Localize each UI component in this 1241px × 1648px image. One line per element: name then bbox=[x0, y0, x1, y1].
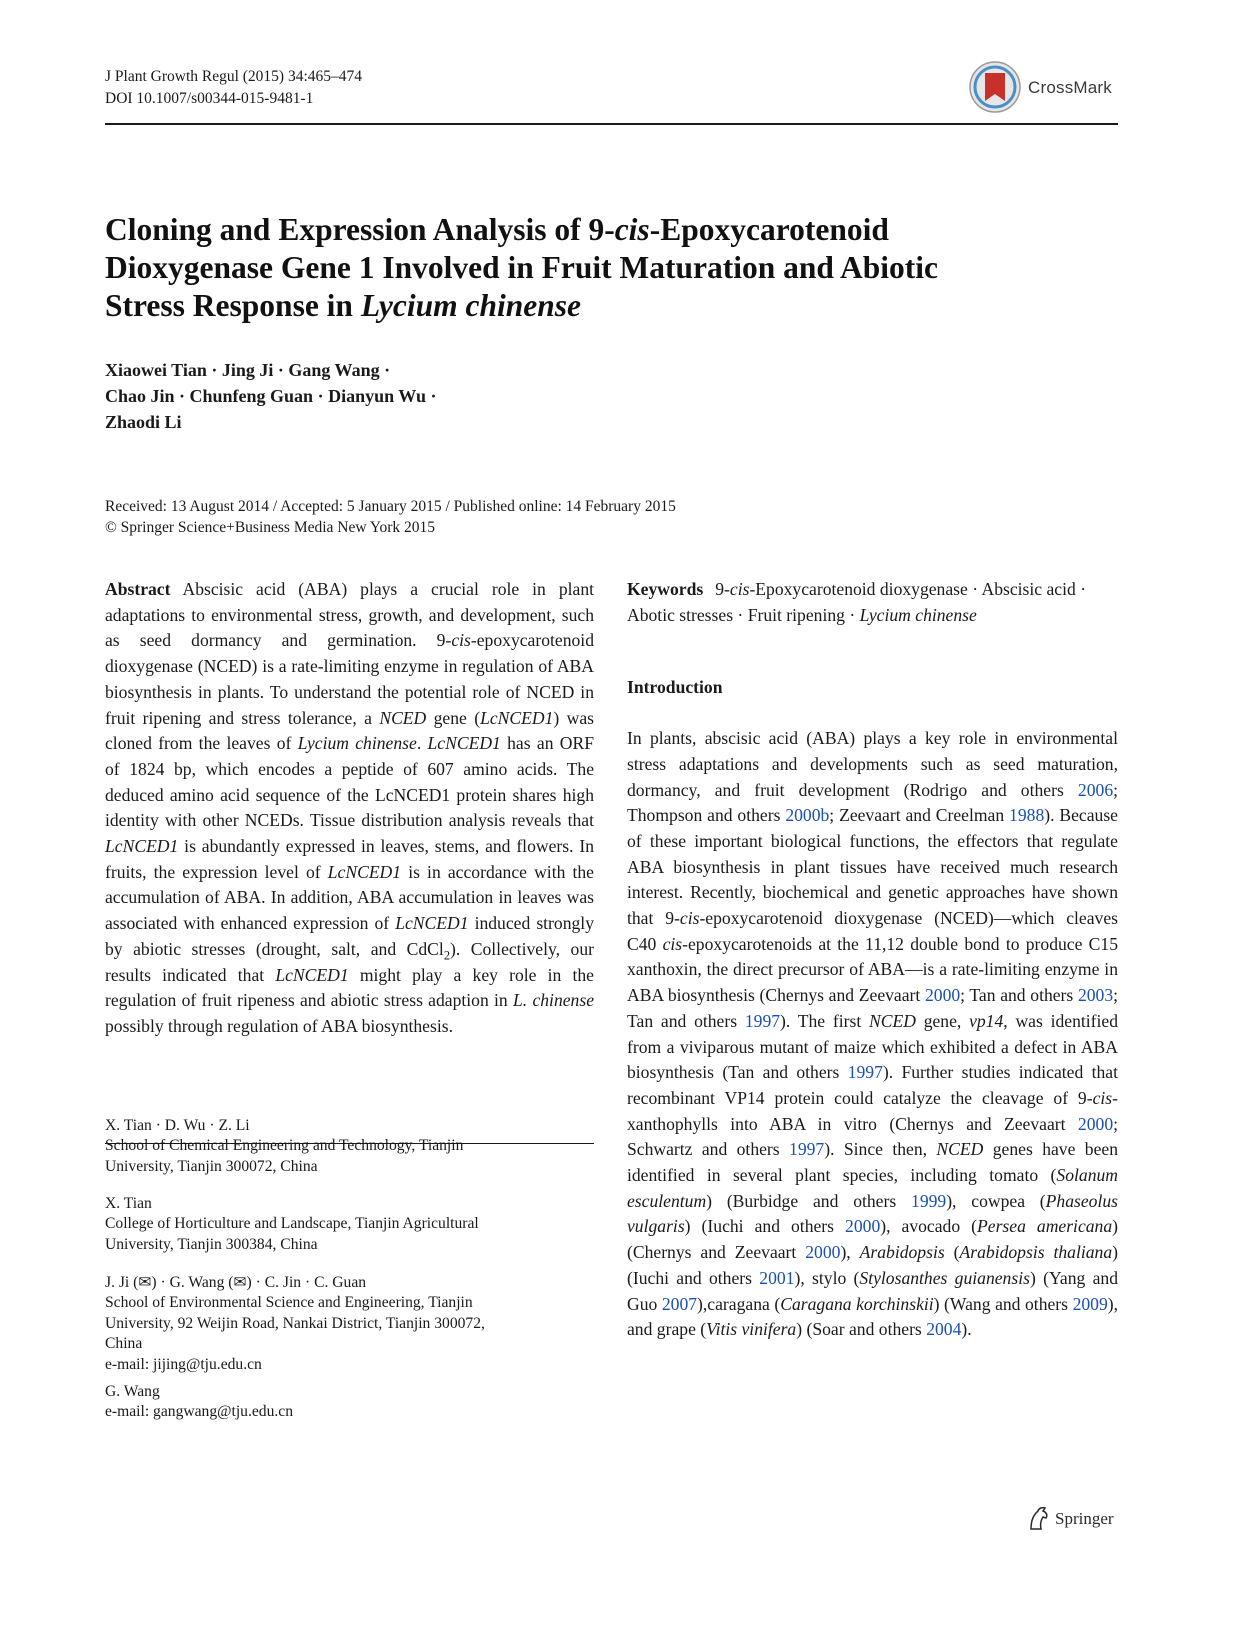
affiliation-4 bbox=[105, 1382, 594, 1423]
citation-link[interactable]: 2006 bbox=[1077, 779, 1114, 800]
citation-link[interactable]: 1999 bbox=[911, 1190, 947, 1211]
citation-link[interactable]: 1997 bbox=[789, 1139, 825, 1160]
doi[interactable]: DOI 10.1007/s00344-015-9481-1 bbox=[105, 90, 314, 107]
citation-link[interactable]: 1997 bbox=[847, 1062, 883, 1083]
citation-link[interactable]: 2009 bbox=[1072, 1293, 1108, 1314]
citation-link[interactable]: 1988 bbox=[1009, 805, 1045, 826]
right-column bbox=[627, 577, 1118, 1343]
crossmark-icon bbox=[968, 60, 1022, 114]
citation-link[interactable]: 2001 bbox=[759, 1267, 795, 1288]
journal-citation bbox=[105, 66, 362, 110]
publication-dates bbox=[105, 496, 676, 538]
keywords: Keywords 9-cis-Epoxycarotenoid dioxygenase · Abscisic acid · Abotic stresses · Fruit ripening · Lycium chinense bbox=[627, 579, 1087, 625]
copyright: © Springer Science+Business Media New York 2015 bbox=[105, 519, 436, 536]
introduction-heading: Introduction bbox=[627, 677, 723, 698]
email-link[interactable]: e-mail: gangwang@tju.edu.cn bbox=[105, 1403, 294, 1421]
keywords-label: Keywords bbox=[627, 579, 704, 599]
author-list: Xiaowei Tian · Jing Ji · Gang Wang · Chao Jin · Chunfeng Guan · Dianyun Wu · Zhaodi Li bbox=[105, 360, 437, 432]
affiliation-3: J. Ji (✉) · G. Wang (✉) · C. Jin · C. Guan School of Environmental Science and Engineering, Tianjin University, 92 Weijin Road, Nankai District, Tianjin 300072, China e-mail: jijing@tju.edu.cn bbox=[105, 1273, 594, 1375]
citation-link[interactable]: 2000 bbox=[924, 985, 961, 1006]
article-title: Cloning and Expression Analysis of 9-cis-Epoxycarotenoid Dioxygenase Gene 1 Involved in Fruit Maturation and Abiotic Stress Response in Lycium chinense bbox=[105, 212, 939, 323]
affiliation-names: X. Tian bbox=[105, 1195, 152, 1212]
introduction-text: In plants, abscisic acid (ABA) plays a key role in environmental stress adaptations and developments such as seed maturation, dormancy, and fruit development (Rodrigo and others 2006; Thompson and others 2000b; Zeevaart and Creelman 1988). Because of these important biological functions, the effectors that regulate ABA biosynthesis in plant tissues have received much research interest. Recently, biochemical and genetic approaches have shown that 9-cis-epoxycarotenoid dioxygenase (NCED)—which cleaves C40 cis-epoxycarotenoids at the 11,12 double bond to produce C15 xanthoxin, the direct precursor of ABA—is a rate-limiting enzyme in ABA biosynthesis (Chernys and Zeevaart 2000; Tan and others 2003; Tan and others 1997). The first NCED gene, vp14, was identified from a viviparous mutant of maize which exhibited a defect in ABA biosynthesis (Tan and others 1997). Further studies indicated that recombinant VP14 protein could catalyze the cleavage of 9-cis-xanthophylls into ABA in vitro (Chernys and Zeevaart 2000; Schwartz and others 1997). Since then, NCED genes have been identified in several plant species, including tomato (Solanum esculentum) (Burbidge and others 1999), cowpea (Phaseolus vulgaris) (Iuchi and others 2000), avocado (Persea americana) (Chernys and Zeevaart 2000), Arabidopsis (Arabidopsis thaliana) (Iuchi and others 2001), stylo (Stylosanthes guianensis) (Yang and Guo 2007),caragana (Caragana korchinskii) (Wang and others 2009), and grape (Vitis vinifera) (Soar and others 2004). bbox=[627, 728, 1119, 1340]
header-rule bbox=[105, 123, 1118, 125]
citation-link[interactable]: 2004 bbox=[926, 1319, 962, 1340]
affiliation-2: X. Tian College of Horticulture and Landscape, Tianjin Agricultural University, Tianjin 300384, China bbox=[105, 1194, 594, 1255]
crossmark-label: CrossMark bbox=[1028, 78, 1112, 97]
email-link[interactable]: e-mail: jijing@tju.edu.cn bbox=[105, 1355, 262, 1373]
citation-link[interactable]: 1997 bbox=[744, 1010, 781, 1031]
citation-link[interactable]: 2000b bbox=[785, 805, 830, 826]
citation-link[interactable]: 2003 bbox=[1077, 985, 1114, 1006]
abstract-label: Abstract bbox=[105, 579, 171, 599]
publisher-name: Springer bbox=[1055, 1509, 1114, 1528]
citation-link[interactable]: 2000 bbox=[1077, 1113, 1114, 1134]
affiliation-1: X. Tian · D. Wu · Z. Li School of Chemical Engineering and Technology, Tianjin University, Tianjin 300072, China bbox=[105, 1116, 594, 1177]
abstract: Abstract Abscisic acid (ABA) plays a crucial role in plant adaptations to environmental stress, growth, and development, such as seed dormancy and germination. 9-cis-epoxycarotenoid dioxygenase (NCED) is a rate-limiting enzyme in regulation of ABA biosynthesis in plants. To understand the potential role of NCED in fruit ripening and stress tolerance, a NCED gene (LcNCED1) was cloned from the leaves of Lycium chinense. LcNCED1 has an ORF of 1824 bp, which encodes a peptide of 607 amino acids. The deduced amino acid sequence of the LcNCED1 protein shares high identity with other NCEDs. Tissue distribution analysis reveals that LcNCED1 is abundantly expressed in leaves, stems, and flowers. In fruits, the expression level of LcNCED1 is in accordance with the accumulation of ABA. In addition, ABA accumulation in leaves was associated with enhanced expression of LcNCED1 induced strongly by abiotic stresses (drought, salt, and CdCl$_2$). Collectively, our results indicated that LcNCED1 might play a key role in the regulation of fruit ripeness and abiotic stress adaption in L. chinense possibly through regulation of ABA biosynthesis. bbox=[105, 579, 595, 1036]
journal-reference: J Plant Growth Regul (2015) 34:465–474 bbox=[105, 68, 363, 85]
affiliation-names: X. Tian · D. Wu · Z. Li bbox=[105, 1117, 250, 1134]
citation-link[interactable]: 2000 bbox=[805, 1242, 841, 1263]
affiliation-names: G. Wang bbox=[105, 1383, 160, 1400]
affiliation-names: J. Ji (✉) · G. Wang (✉) · C. Jin · C. Guan bbox=[105, 1274, 367, 1291]
crossmark-badge[interactable] bbox=[968, 60, 1118, 116]
citation-link[interactable]: 2007 bbox=[661, 1293, 698, 1314]
citation-link[interactable]: 2000 bbox=[845, 1216, 881, 1237]
history-dates: Received: 13 August 2014 / Accepted: 5 January 2015 / Published online: 14 February 2015 bbox=[105, 498, 676, 515]
springer-horse-icon bbox=[1027, 1505, 1051, 1531]
